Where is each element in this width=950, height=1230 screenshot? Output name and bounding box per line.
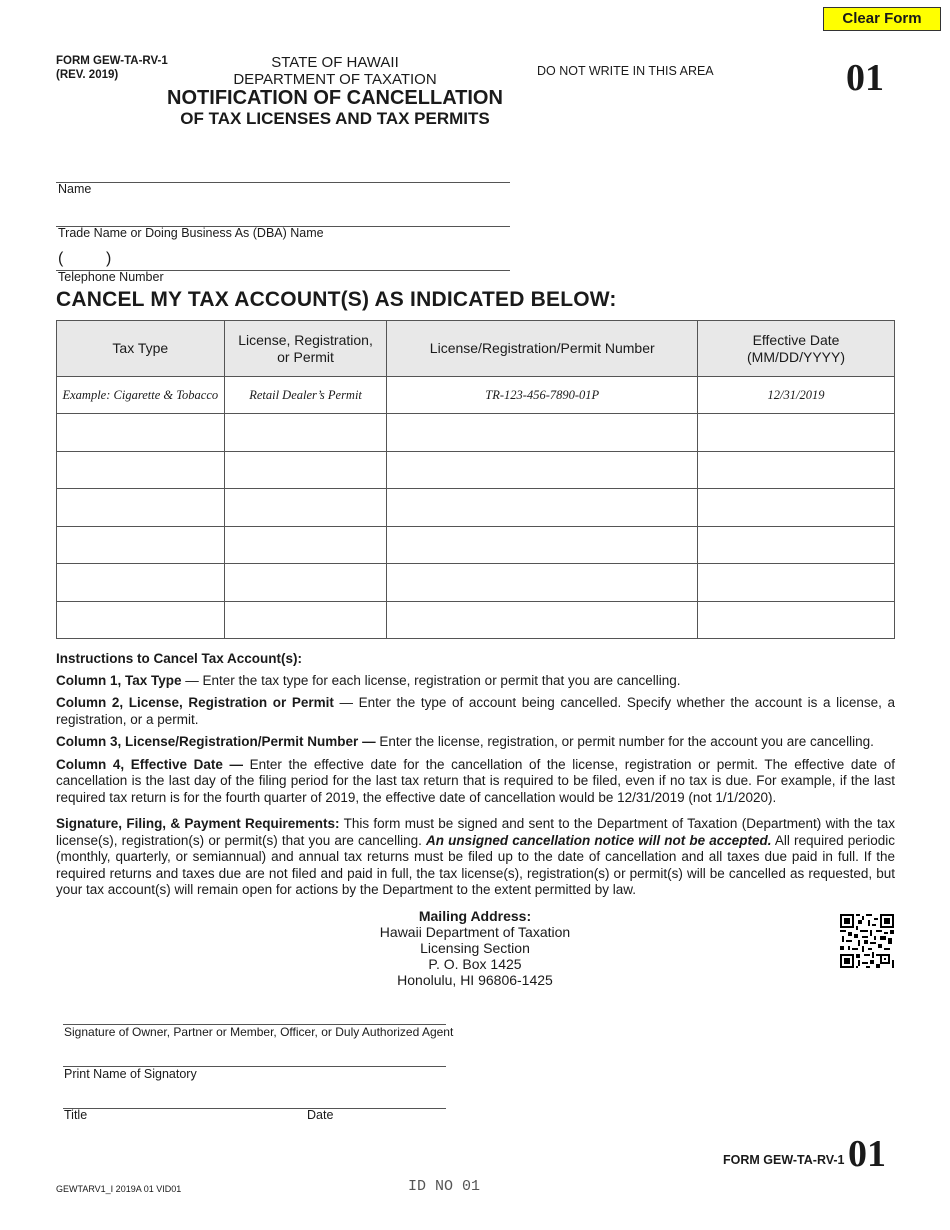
mailing-line2: Licensing Section <box>420 940 530 956</box>
license-type-cell[interactable] <box>224 564 387 602</box>
license-number-cell[interactable] <box>387 414 698 452</box>
page-number-bottom: 01 <box>848 1133 886 1175</box>
state-name: STATE OF HAWAII <box>271 54 399 71</box>
phone-close-paren: ) <box>106 250 112 267</box>
effective-date-cell[interactable] <box>698 564 895 602</box>
mailing-line3: P. O. Box 1425 <box>428 956 522 972</box>
instructions-title: Instructions to Cancel Tax Account(s): <box>56 651 303 666</box>
col-license-number-header: License/Registration/Permit Number <box>387 321 698 377</box>
mailing-address-label: Mailing Address: <box>418 908 532 924</box>
form-revision: (REV. 2019) <box>56 69 119 81</box>
license-type-cell[interactable] <box>224 451 387 489</box>
title-date-line[interactable] <box>63 1108 446 1109</box>
effective-date-cell[interactable] <box>698 489 895 527</box>
instruction-col4 <box>56 757 895 807</box>
instruction-col4-label: Column 4, Effective Date — <box>56 756 243 772</box>
form-subtitle: OF TAX LICENSES AND TAX PERMITS <box>180 109 490 128</box>
page-number-top: 01 <box>846 57 884 99</box>
date-label: Date <box>307 1108 334 1122</box>
form-title: NOTIFICATION OF CANCELLATION <box>167 87 503 109</box>
instruction-sig-label: Signature, Filing, & Payment Requirements: <box>56 816 340 831</box>
signature-label: Signature of Owner, Partner or Member, Officer, or Duly Authorized Agent <box>64 1025 454 1039</box>
footer-version-code: GEWTARV1_I 2019A 01 VID01 <box>56 1184 182 1194</box>
instruction-signature <box>56 816 895 899</box>
phone-area-code[interactable] <box>58 250 154 268</box>
department-name: DEPARTMENT OF TAXATION <box>233 71 437 88</box>
mailing-address <box>300 908 650 988</box>
example-effective-date: 12/31/2019 <box>698 377 895 414</box>
example-license-type: Retail Dealer’s Permit <box>224 377 387 414</box>
instruction-col3-label: Column 3, License/Registration/Permit Number — <box>56 734 376 749</box>
clear-form-button[interactable]: Clear Form <box>823 7 941 31</box>
title-label: Title <box>64 1108 88 1122</box>
tax-type-cell[interactable] <box>57 601 225 639</box>
effective-date-cell[interactable] <box>698 414 895 452</box>
example-license-number: TR-123-456-7890-01P <box>387 377 698 414</box>
form-code: FORM GEW-TA-RV-1 <box>56 55 168 67</box>
instruction-sig-emphasis: An unsigned cancellation notice will not be accepted. <box>425 832 772 848</box>
table-header-row <box>57 321 895 377</box>
tax-type-cell[interactable] <box>57 414 225 452</box>
example-row <box>57 377 895 414</box>
instruction-col1-text: — Enter the tax type for each license, registration or permit that you are cancelling. <box>181 672 681 688</box>
instruction-col2 <box>56 695 895 728</box>
table-row <box>57 451 895 489</box>
col-effective-date-header: Effective Date (MM/DD/YYYY) <box>698 321 895 377</box>
id-number: ID NO 01 <box>408 1178 481 1195</box>
qr-code-icon <box>840 914 894 968</box>
tax-type-cell[interactable] <box>57 489 225 527</box>
license-number-cell[interactable] <box>387 564 698 602</box>
effective-date-cell[interactable] <box>698 451 895 489</box>
instruction-col4-text: Enter the effective date for the cancellation of the license, registration or permit. The effective date of cancellation is the last day of the filing period for the last tax return that is required to be filed, even if no tax is due. For example, if the last required tax return is for the fourth quarter of 2019, the effective date of cancellation would be 12/31/2019 (not 1/1/2020). <box>56 756 895 805</box>
col-license-type-header: License, Registration, or Permit <box>224 321 387 377</box>
license-number-cell[interactable] <box>387 489 698 527</box>
phone-label: Telephone Number <box>58 270 164 284</box>
license-type-cell[interactable] <box>224 526 387 564</box>
tax-type-cell[interactable] <box>57 564 225 602</box>
example-tax-type: Example: Cigarette & Tobacco <box>57 377 225 414</box>
form-code-footer: FORM GEW-TA-RV-1 <box>723 1153 845 1167</box>
table-row <box>57 414 895 452</box>
license-number-cell[interactable] <box>387 451 698 489</box>
instruction-col3-text: Enter the license, registration, or permit number for the account you are cancelling. <box>375 734 874 749</box>
table-row <box>57 601 895 639</box>
name-label: Name <box>58 182 92 196</box>
tax-type-cell[interactable] <box>57 451 225 489</box>
tax-type-cell[interactable] <box>57 526 225 564</box>
license-type-cell[interactable] <box>224 601 387 639</box>
instruction-sig-text2: All required periodic (monthly, quarterly, or semiannual) and annual tax returns must be filed up to the date of cancellation and all taxes due paid in full. If the required returns and taxes due are not filed and paid in full, the tax license(s), registration(s) or permit(s) will be cancelled as requested, but your tax account(s) will remain open for actions by the Department to the extent permitted by law. <box>56 832 895 897</box>
print-name-label: Print Name of Signatory <box>64 1067 197 1081</box>
form-header <box>150 55 520 128</box>
do-not-write-notice: DO NOT WRITE IN THIS AREA <box>537 64 714 78</box>
instruction-col2-text: — Enter the type of account being cancelled. Specify whether the account is a license, a registration, or a permit. <box>56 695 895 727</box>
table-row <box>57 564 895 602</box>
effective-date-cell[interactable] <box>698 601 895 639</box>
license-number-cell[interactable] <box>387 601 698 639</box>
instruction-col1-label: Column 1, Tax Type <box>56 672 182 688</box>
table-row <box>57 489 895 527</box>
section-heading: CANCEL MY TAX ACCOUNT(S) AS INDICATED BELOW: <box>56 288 617 311</box>
effective-date-cell[interactable] <box>698 526 895 564</box>
mailing-line1: Hawaii Department of Taxation <box>379 924 571 940</box>
license-type-cell[interactable] <box>224 414 387 452</box>
table-row <box>57 526 895 564</box>
instruction-col1 <box>56 673 895 690</box>
license-type-cell[interactable] <box>224 489 387 527</box>
instructions <box>56 651 895 905</box>
tax-account-table <box>56 320 895 639</box>
phone-open-paren: ( <box>58 250 64 267</box>
instruction-col3 <box>56 734 895 751</box>
name-input-line[interactable] <box>56 182 510 183</box>
dba-label: Trade Name or Doing Business As (DBA) Name <box>58 226 324 240</box>
col-tax-type-header: Tax Type <box>57 321 225 377</box>
instruction-sig-text1: This form must be signed and sent to the Department of Taxation (Department) with the tax license(s), registration(s) or permit(s) that you are cancelling. <box>56 816 895 848</box>
mailing-line4: Honolulu, HI 96806-1425 <box>397 972 553 988</box>
license-number-cell[interactable] <box>387 526 698 564</box>
instruction-col2-label: Column 2, License, Registration or Permit <box>56 695 334 710</box>
